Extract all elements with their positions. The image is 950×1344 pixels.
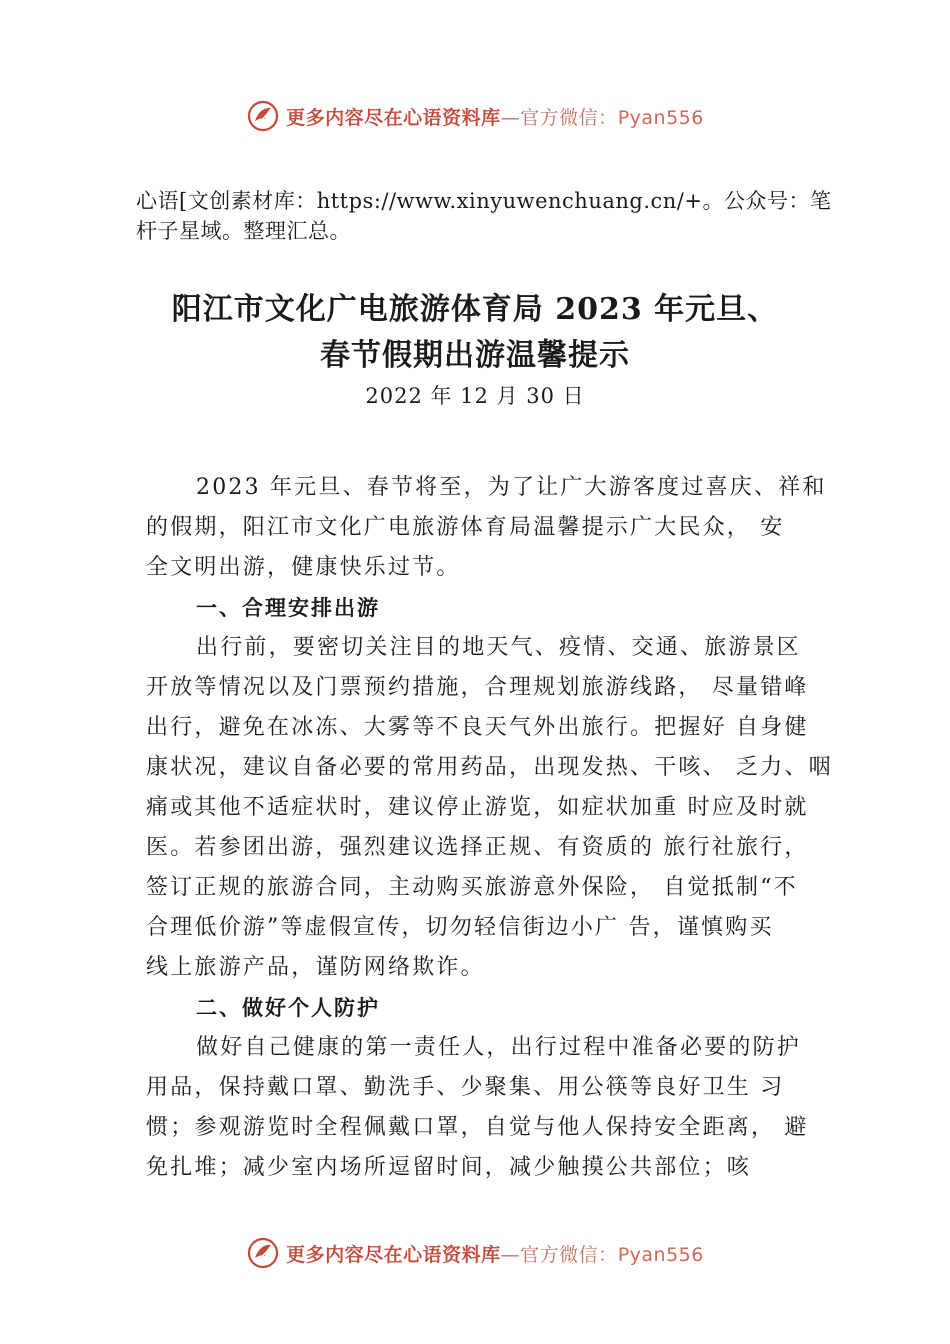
document-title-line2: 春节假期出游温馨提示 bbox=[320, 338, 630, 373]
banner-dash: — bbox=[500, 106, 521, 129]
section-heading: 一、合理安排出游 bbox=[196, 596, 380, 620]
banner-text bbox=[286, 1240, 704, 1267]
banner-official-label: 官方微信： bbox=[520, 1243, 618, 1266]
paragraph-line: 2023 年元旦、春节将至，为了让广大游客度过喜庆、祥和 bbox=[196, 475, 827, 500]
paragraph-line: 线上旅游产品，谨防网络欺诈。 bbox=[146, 955, 485, 980]
intro-paragraph bbox=[146, 468, 827, 588]
paragraph-line: 康状况，建议自备必要的常用药品，出现发热、干咳、 乏力、咽 bbox=[146, 755, 833, 780]
header-banner bbox=[0, 94, 950, 138]
banner-official-label: 官方微信： bbox=[520, 106, 618, 129]
paragraph-line: 做好自己健康的第一责任人，出行过程中准备必要的防护 bbox=[196, 1035, 802, 1060]
section-2 bbox=[146, 988, 822, 1188]
paragraph-line: 免扎堆；减少室内场所逗留时间，减少触摸公共部位；咳 bbox=[146, 1155, 752, 1180]
paragraph-line: 的假期，阳江市文化广电旅游体育局温馨提示广大民众， 安 bbox=[146, 515, 785, 540]
banner-title: 更多内容尽在心语资料库 bbox=[286, 1243, 501, 1266]
brand-logo-icon bbox=[246, 1236, 280, 1270]
banner-text bbox=[286, 103, 704, 130]
banner-dash: — bbox=[500, 1243, 521, 1266]
paragraph-line: 出行前，要密切关注目的地天气、疫情、交通、旅游景区 bbox=[196, 635, 802, 660]
paragraph-line: 全文明出游，健康快乐过节。 bbox=[146, 555, 461, 580]
source-note: 心语[文创素材库：https://www.xinyuwenchuang.cn/+。公众号：笔杆子星域。整理汇总。 bbox=[136, 189, 832, 243]
paragraph-line: 惯；参观游览时全程佩戴口罩，自觉与他人保持安全距离， 避 bbox=[146, 1115, 809, 1140]
document-title-line1: 阳江市文化广电旅游体育局 2023 年元旦、 bbox=[171, 292, 779, 327]
paragraph-line: 开放等情况以及门票预约措施，合理规划旅游线路， 尽量错峰 bbox=[146, 675, 809, 700]
footer-banner bbox=[0, 1231, 950, 1275]
banner-wechat-id: Pyan556 bbox=[617, 106, 704, 129]
section-1 bbox=[146, 588, 833, 988]
banner-wechat-id: Pyan556 bbox=[617, 1243, 704, 1266]
banner-title: 更多内容尽在心语资料库 bbox=[286, 106, 501, 129]
paragraph-line: 出行，避免在冰冻、大雾等不良天气外出旅行。把握好 自身健 bbox=[146, 715, 809, 740]
paragraph-line: 合理低价游”等虚假宣传，切勿轻信街边小广 告，谨慎购买 bbox=[146, 915, 774, 940]
paragraph-line: 医。若参团出游，强烈建议选择正规、有资质的 旅行社旅行， bbox=[146, 835, 809, 860]
paragraph-line: 签订正规的旅游合同，主动购买旅游意外保险， 自觉抵制“不 bbox=[146, 875, 798, 900]
paragraph-line: 痛或其他不适症状时，建议停止游览，如症状加重 时应及时就 bbox=[146, 795, 809, 820]
brand-logo-icon bbox=[246, 99, 280, 133]
paragraph-line: 用品，保持戴口罩、勤洗手、少聚集、用公筷等良好卫生 习 bbox=[146, 1075, 785, 1100]
section-heading: 二、做好个人防护 bbox=[196, 996, 380, 1020]
document-date: 2022 年 12 月 30 日 bbox=[365, 384, 585, 408]
